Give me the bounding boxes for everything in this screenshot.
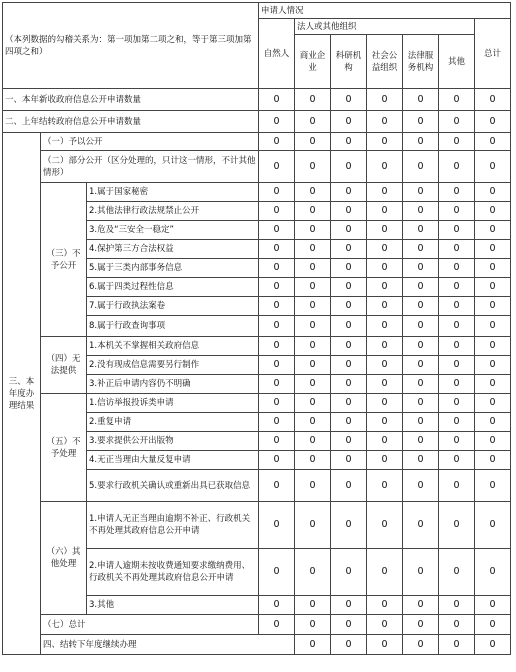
group-label: （六）其他处理 — [41, 502, 87, 615]
header-research-institution: 科研机构 — [331, 35, 367, 89]
cell-value: 0 — [331, 502, 367, 549]
cell-value: 0 — [259, 221, 295, 240]
header-commercial-enterprise: 商业企业 — [295, 35, 331, 89]
cell-value: 0 — [259, 470, 295, 502]
cell-value: 0 — [403, 133, 439, 151]
table-row — [3, 183, 511, 202]
cell-value: 0 — [331, 221, 367, 240]
cell-value: 0 — [439, 413, 475, 432]
cell-value: 0 — [403, 356, 439, 375]
cell-value: 0 — [367, 183, 403, 202]
cell-value: 0 — [259, 133, 295, 151]
cell-value: 0 — [403, 451, 439, 470]
row-label: （一）予以公开 — [41, 133, 259, 151]
cell-value: 0 — [403, 89, 439, 111]
table-row — [3, 337, 511, 356]
cell-value: 0 — [475, 549, 511, 596]
cell-value: 0 — [295, 297, 331, 316]
table-row — [3, 635, 511, 655]
table-row — [3, 615, 511, 635]
cell-value: 0 — [367, 596, 403, 615]
cell-value: 0 — [439, 470, 475, 502]
cell-value: 0 — [367, 375, 403, 394]
cell-value: 0 — [367, 259, 403, 278]
cell-value: 0 — [259, 451, 295, 470]
cell-value: 0 — [331, 259, 367, 278]
row-label: 8.属于行政查询事项 — [87, 316, 259, 337]
cell-value: 0 — [367, 316, 403, 337]
cell-value: 0 — [475, 133, 511, 151]
row-label: 4.无正当理由大量反复申请 — [87, 451, 259, 470]
cell-value: 0 — [367, 451, 403, 470]
cell-value: 0 — [331, 151, 367, 183]
cell-value: 0 — [295, 394, 331, 413]
cell-value: 0 — [367, 356, 403, 375]
cell-value: 0 — [403, 337, 439, 356]
cell-value: 0 — [331, 470, 367, 502]
header-applicant-status: 申请人情况 — [259, 3, 511, 19]
cell-value: 0 — [403, 413, 439, 432]
cell-value: 0 — [295, 89, 331, 111]
row-label: 2.没有现成信息需要另行制作 — [87, 356, 259, 375]
cell-value: 0 — [439, 183, 475, 202]
cell-value: 0 — [331, 240, 367, 259]
cell-value: 0 — [331, 394, 367, 413]
row-label: 2.申请人逾期未按收费通知要求缴纳费用、行政机关不再处理其政府信息公开申请 — [87, 549, 259, 596]
cell-value: 0 — [367, 133, 403, 151]
table-row — [3, 502, 511, 549]
cell-value: 0 — [259, 151, 295, 183]
group-label: （四）无法提供 — [41, 337, 87, 394]
cell-value: 0 — [475, 89, 511, 111]
cell-value: 0 — [403, 394, 439, 413]
row-label: 1.申请人无正当理由逾期不补正、行政机关不再处理其政府信息公开申请 — [87, 502, 259, 549]
cell-value: 0 — [439, 596, 475, 615]
cell-value: 0 — [475, 596, 511, 615]
cell-value: 0 — [367, 297, 403, 316]
cell-value: 0 — [367, 221, 403, 240]
cell-value: 0 — [295, 221, 331, 240]
table-row — [3, 394, 511, 413]
cell-value: 0 — [367, 240, 403, 259]
cell-value: 0 — [331, 316, 367, 337]
table-row — [3, 133, 511, 151]
row-label: 一、本年新收政府信息公开申请数量 — [3, 89, 259, 111]
cell-value: 0 — [475, 375, 511, 394]
row-label: 5.要求行政机关确认或重新出具已获取信息 — [87, 470, 259, 502]
header-other: 其他 — [439, 35, 475, 89]
row-label: 3.要求提供公开出版物 — [87, 432, 259, 451]
cell-value: 0 — [403, 549, 439, 596]
cell-value: 0 — [403, 240, 439, 259]
cell-value: 0 — [295, 202, 331, 221]
cell-value: 0 — [259, 240, 295, 259]
row-label: 1.本机关不掌握相关政府信息 — [87, 337, 259, 356]
header-total: 总计 — [475, 19, 511, 89]
cell-value: 0 — [259, 375, 295, 394]
cell-value: 0 — [439, 635, 475, 655]
cell-value: 0 — [439, 615, 475, 635]
cell-value: 0 — [439, 297, 475, 316]
header-legal-persons-group: 法人或其他组织 — [295, 19, 475, 35]
row-label: 3.危及“三安全一稳定” — [87, 221, 259, 240]
cell-value: 0 — [403, 259, 439, 278]
row-label: 四、结转下年度继续办理 — [41, 635, 295, 655]
cell-value: 0 — [259, 259, 295, 278]
cell-value: 0 — [295, 151, 331, 183]
cell-value: 0 — [403, 316, 439, 337]
cell-value: 0 — [295, 549, 331, 596]
cell-value: 0 — [259, 502, 295, 549]
cell-value: 0 — [439, 502, 475, 549]
cell-value: 0 — [295, 375, 331, 394]
cell-value: 0 — [259, 549, 295, 596]
cell-value: 0 — [259, 278, 295, 297]
section3-label: 三、本年度办理结果 — [3, 133, 41, 655]
row-label: 2.其他法律行政法规禁止公开 — [87, 202, 259, 221]
cell-value: 0 — [439, 151, 475, 183]
cell-value: 0 — [367, 635, 403, 655]
cell-value: 0 — [403, 111, 439, 133]
table-row — [3, 111, 511, 133]
cell-value: 0 — [331, 356, 367, 375]
cell-value: 0 — [475, 297, 511, 316]
cell-value: 0 — [367, 202, 403, 221]
cell-value: 0 — [439, 278, 475, 297]
cell-value: 0 — [295, 502, 331, 549]
cell-value: 0 — [403, 375, 439, 394]
cell-value: 0 — [367, 502, 403, 549]
cell-value: 0 — [295, 470, 331, 502]
row-label: 1.信访举报投诉类申请 — [87, 394, 259, 413]
group-label: （三）不予公开 — [41, 183, 87, 337]
cell-value: 0 — [331, 615, 367, 635]
row-label: 3.其他 — [87, 596, 259, 615]
cell-value: 0 — [331, 451, 367, 470]
cell-value: 0 — [295, 183, 331, 202]
cell-value: 0 — [439, 221, 475, 240]
cell-value: 0 — [259, 111, 295, 133]
cell-value: 0 — [475, 240, 511, 259]
table-row — [3, 89, 511, 111]
cell-value: 0 — [403, 183, 439, 202]
cell-value: 0 — [439, 394, 475, 413]
cell-value: 0 — [439, 356, 475, 375]
cell-value: 0 — [475, 394, 511, 413]
cell-value: 0 — [259, 202, 295, 221]
gov-info-disclosure-table — [2, 2, 511, 655]
cell-value: 0 — [331, 549, 367, 596]
cell-value: 0 — [475, 356, 511, 375]
cell-value: 0 — [475, 337, 511, 356]
row-label: 5.属于三类内部事务信息 — [87, 259, 259, 278]
cell-value: 0 — [475, 278, 511, 297]
header-instruction: （本列数据的勾稽关系为：第一项加第二项之和，等于第三项加第四项之和） — [3, 3, 259, 89]
cell-value: 0 — [403, 596, 439, 615]
cell-value: 0 — [475, 615, 511, 635]
cell-value: 0 — [403, 635, 439, 655]
cell-value: 0 — [475, 202, 511, 221]
cell-value: 0 — [403, 615, 439, 635]
cell-value: 0 — [259, 615, 295, 635]
cell-value: 0 — [367, 432, 403, 451]
cell-value: 0 — [331, 596, 367, 615]
cell-value: 0 — [331, 183, 367, 202]
cell-value: 0 — [295, 451, 331, 470]
row-label: 1.属于国家秘密 — [87, 183, 259, 202]
cell-value: 0 — [439, 89, 475, 111]
cell-value: 0 — [403, 151, 439, 183]
cell-value: 0 — [331, 202, 367, 221]
cell-value: 0 — [331, 337, 367, 356]
cell-value: 0 — [295, 133, 331, 151]
cell-value: 0 — [331, 635, 367, 655]
cell-value: 0 — [259, 413, 295, 432]
cell-value: 0 — [331, 133, 367, 151]
cell-value: 0 — [403, 502, 439, 549]
header-legal-service-org: 法律服务机构 — [403, 35, 439, 89]
cell-value: 0 — [475, 502, 511, 549]
row-label: 4.保护第三方合法权益 — [87, 240, 259, 259]
cell-value: 0 — [439, 240, 475, 259]
cell-value: 0 — [259, 297, 295, 316]
cell-value: 0 — [439, 133, 475, 151]
row-label: 二、上年结转政府信息公开申请数量 — [3, 111, 259, 133]
cell-value: 0 — [439, 259, 475, 278]
cell-value: 0 — [259, 432, 295, 451]
header-natural-person: 自然人 — [259, 19, 295, 89]
cell-value: 0 — [331, 432, 367, 451]
cell-value: 0 — [295, 413, 331, 432]
cell-value: 0 — [331, 413, 367, 432]
cell-value: 0 — [439, 202, 475, 221]
cell-value: 0 — [439, 432, 475, 451]
cell-value: 0 — [331, 89, 367, 111]
cell-value: 0 — [403, 432, 439, 451]
cell-value: 0 — [403, 202, 439, 221]
cell-value: 0 — [367, 470, 403, 502]
cell-value: 0 — [367, 337, 403, 356]
cell-value: 0 — [367, 394, 403, 413]
cell-value: 0 — [295, 111, 331, 133]
cell-value: 0 — [259, 316, 295, 337]
row-label: （二）部分公开（区分处理的，只计这一情形，不计其他情形） — [41, 151, 259, 183]
cell-value: 0 — [259, 183, 295, 202]
cell-value: 0 — [367, 111, 403, 133]
row-label: 3.补正后申请内容仍不明确 — [87, 375, 259, 394]
row-label: 7.属于行政执法案卷 — [87, 297, 259, 316]
cell-value: 0 — [475, 413, 511, 432]
cell-value: 0 — [367, 278, 403, 297]
row-label: 6.属于四类过程性信息 — [87, 278, 259, 297]
cell-value: 0 — [475, 183, 511, 202]
cell-value: 0 — [259, 89, 295, 111]
cell-value: 0 — [475, 451, 511, 470]
cell-value: 0 — [439, 375, 475, 394]
row-label: 2.重复申请 — [87, 413, 259, 432]
cell-value: 0 — [403, 278, 439, 297]
cell-value: 0 — [331, 278, 367, 297]
cell-value: 0 — [475, 221, 511, 240]
header-social-welfare-org: 社会公益组织 — [367, 35, 403, 89]
cell-value: 0 — [439, 111, 475, 133]
cell-value: 0 — [331, 375, 367, 394]
row-label: （七）总计 — [41, 615, 259, 635]
cell-value: 0 — [367, 413, 403, 432]
table-row — [3, 151, 511, 183]
cell-value: 0 — [295, 615, 331, 635]
cell-value: 0 — [475, 635, 511, 655]
cell-value: 0 — [367, 89, 403, 111]
group-label: （五）不予处理 — [41, 394, 87, 502]
cell-value: 0 — [259, 337, 295, 356]
cell-value: 0 — [403, 470, 439, 502]
cell-value: 0 — [367, 615, 403, 635]
cell-value: 0 — [259, 596, 295, 615]
cell-value: 0 — [295, 596, 331, 615]
cell-value: 0 — [295, 635, 331, 655]
cell-value: 0 — [475, 316, 511, 337]
cell-value: 0 — [367, 549, 403, 596]
cell-value: 0 — [259, 356, 295, 375]
cell-value: 0 — [331, 111, 367, 133]
cell-value: 0 — [475, 470, 511, 502]
cell-value: 0 — [295, 240, 331, 259]
cell-value: 0 — [403, 221, 439, 240]
cell-value: 0 — [403, 297, 439, 316]
cell-value: 0 — [295, 316, 331, 337]
cell-value: 0 — [475, 432, 511, 451]
cell-value: 0 — [295, 259, 331, 278]
cell-value: 0 — [295, 356, 331, 375]
cell-value: 0 — [331, 297, 367, 316]
cell-value: 0 — [475, 259, 511, 278]
cell-value: 0 — [295, 278, 331, 297]
cell-value: 0 — [439, 316, 475, 337]
cell-value: 0 — [367, 151, 403, 183]
cell-value: 0 — [439, 451, 475, 470]
cell-value: 0 — [295, 432, 331, 451]
cell-value: 0 — [439, 337, 475, 356]
cell-value: 0 — [439, 549, 475, 596]
cell-value: 0 — [475, 151, 511, 183]
cell-value: 0 — [475, 111, 511, 133]
cell-value: 0 — [295, 337, 331, 356]
cell-value: 0 — [259, 394, 295, 413]
